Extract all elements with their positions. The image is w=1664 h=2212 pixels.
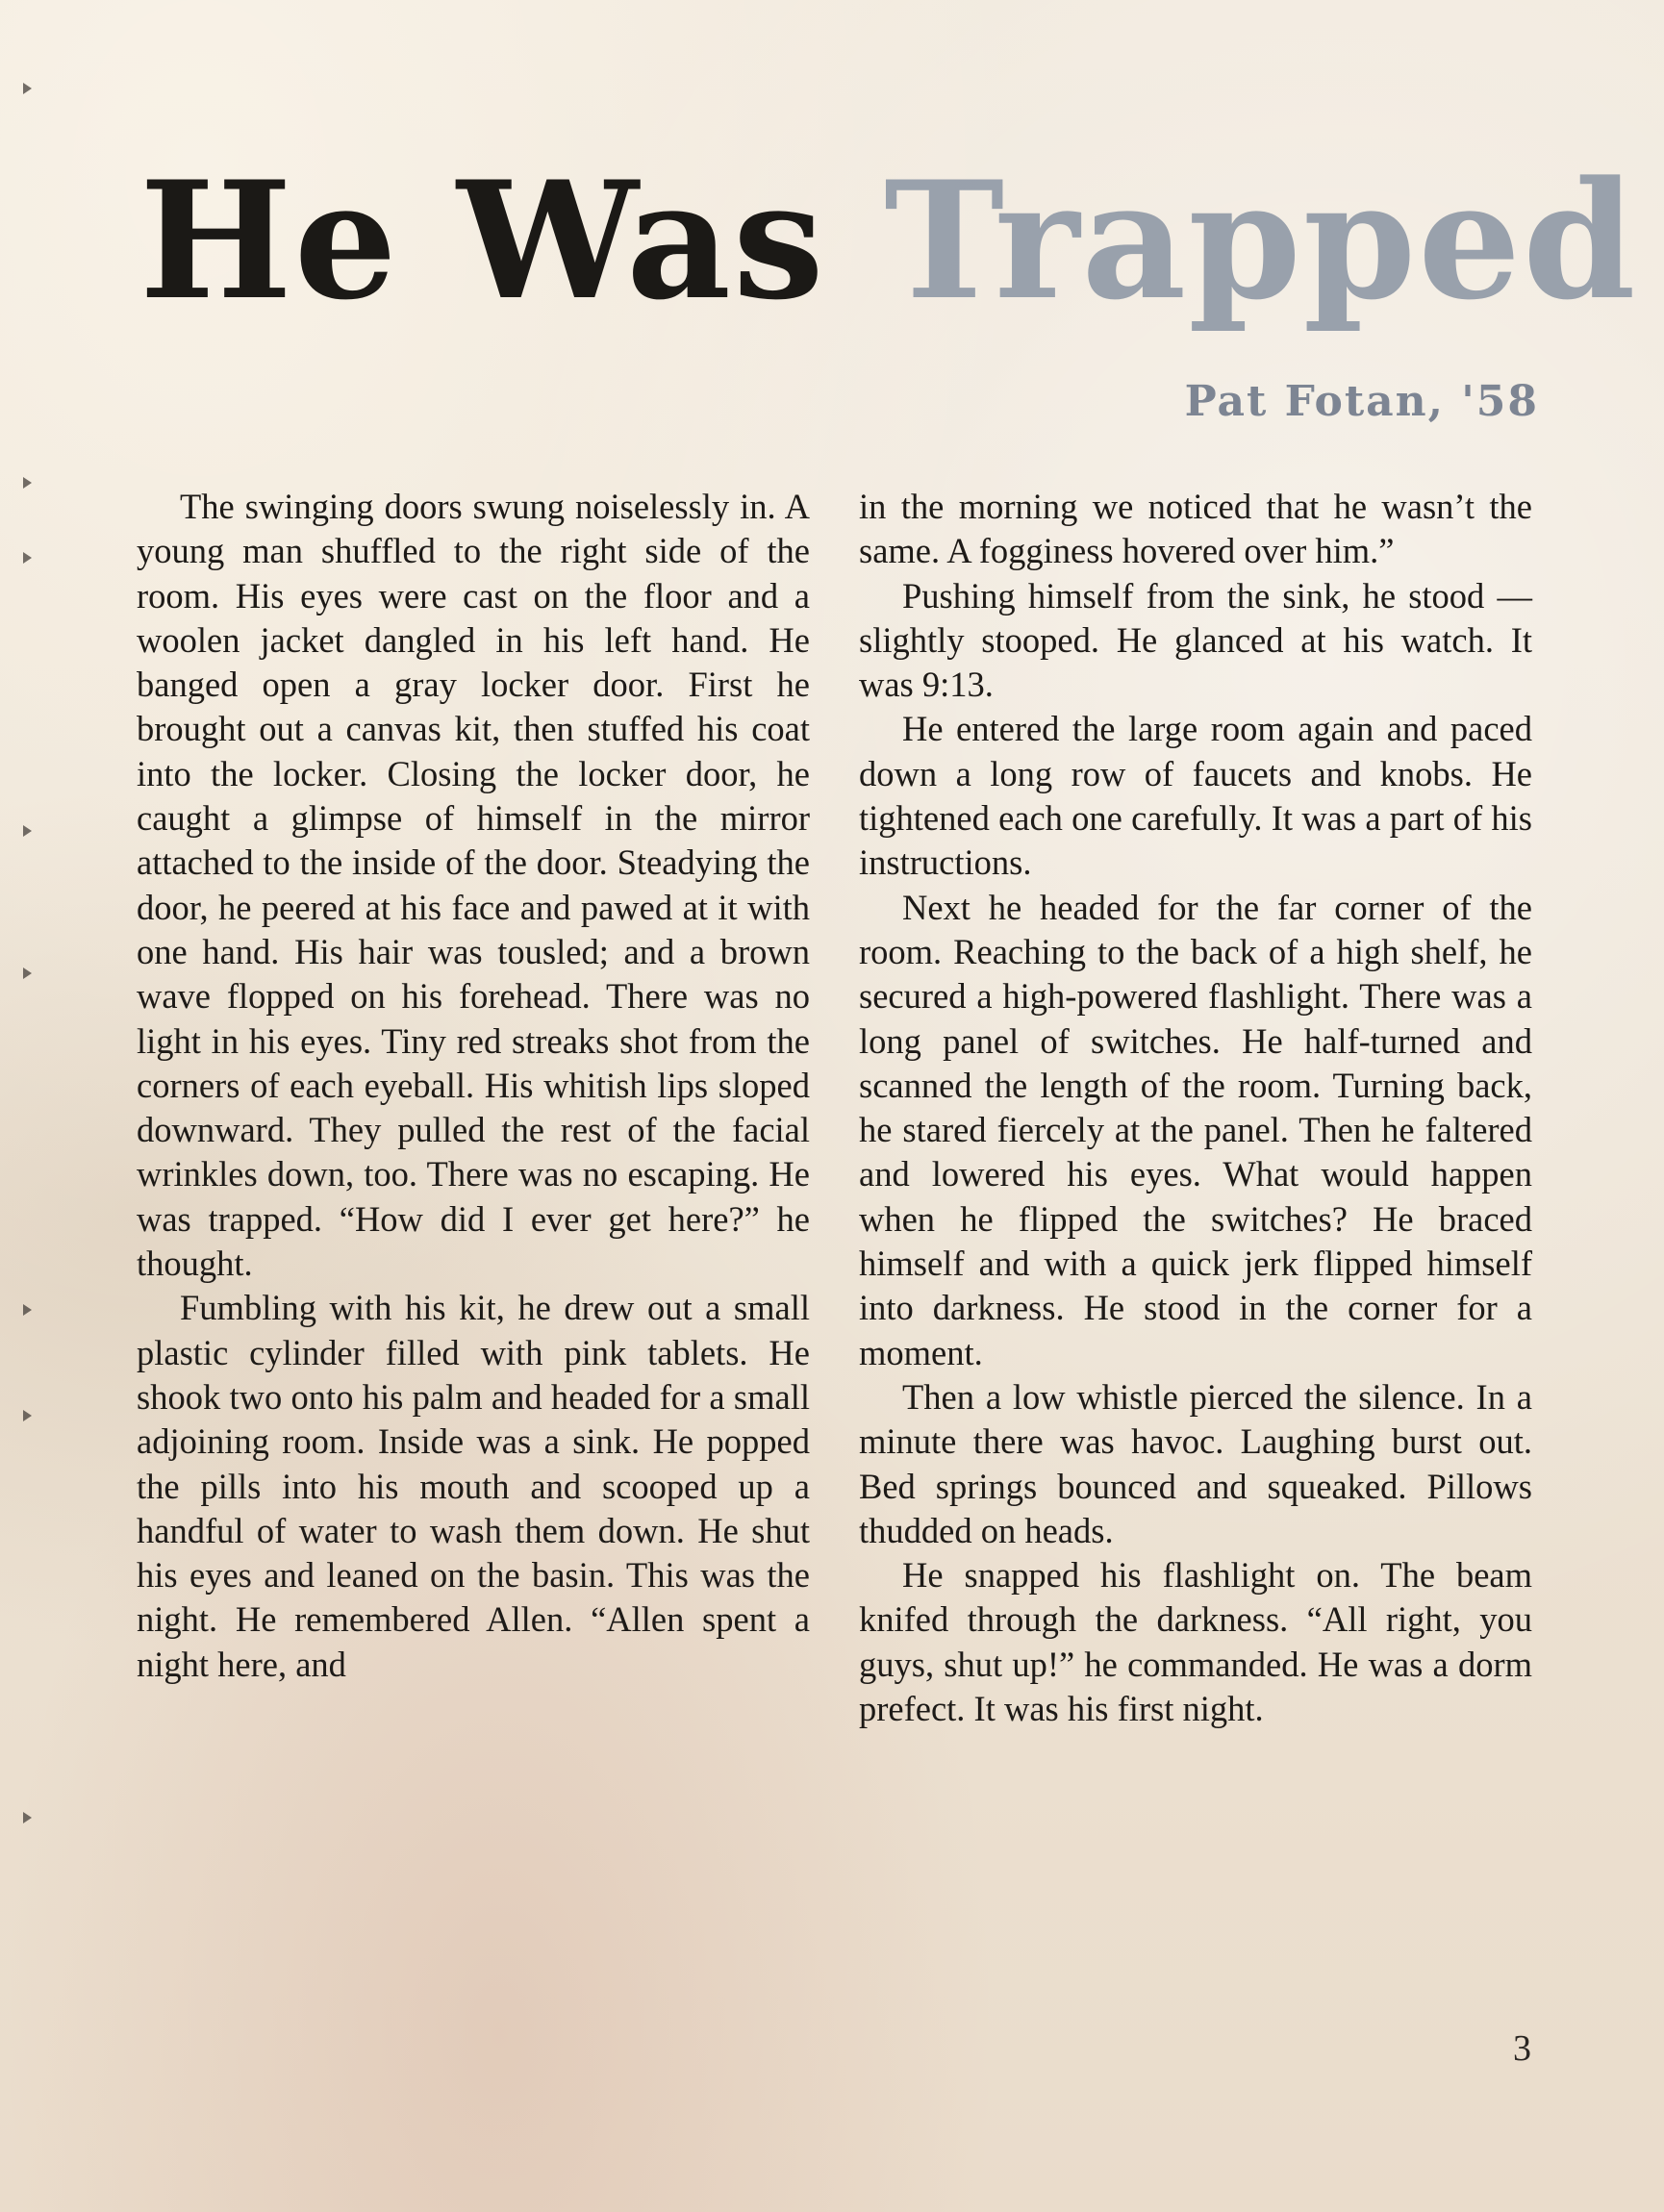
- paragraph: Next he headed for the far corner of the room. Reaching to the back of a high shelf, he secured a high-powered flashlight. There was a long panel of switches. He half-turned and scanned the length of the room. Turning back, he stared fiercely at the panel. Then he faltered and lowered his eyes. What would happen when he flipped the switches? He braced himself and with a quick jerk flipped himself into darkness. He stood in the corner for a moment.: [859, 887, 1532, 1372]
- paragraph: He entered the large room again and paced down a long row of faucets and knobs. He tightened each one carefully. It was a part of his instructions.: [859, 709, 1532, 883]
- paragraph: Fumbling with his kit, he drew out a small plastic cylinder filled with pink tablets. He shook two onto his palm and headed for a small adjoining room. Inside was a sink. He popped the pills into his mouth and scooped up a handful of water to wash them down. He shut his eyes and leaned on the basin. This was the night. He remembered Allen. “Allen spent a night here, and: [137, 1288, 810, 1684]
- left-column: [137, 485, 810, 1687]
- paragraph-continued: in the morning we noticed that he wasn’t the same. A fogginess hovered over him.”: [859, 487, 1532, 571]
- page-number: 3: [1513, 2028, 1531, 2069]
- paragraph: The swinging doors swung noiselessly in. A young man shuffled to the right side of the room. His eyes were cast on the floor and a woolen jacket dangled in his left hand. He banged open a gray locker door. First he brought out a canvas kit, then stuffed his coat into the locker. Closing the locker door, he caught a glimpse of himself in the mirror attached to the inside of the door. Steadying the door, he peered at his face and pawed at it with one hand. His hair was tousled; and a brown wave flopped on his forehead. There was no light in his eyes. Tiny red streaks shot from the corners of each eyeball. His whitish lips sloped downward. They pulled the rest of the facial wrinkles down, too. There was no escaping. He was trapped. “How did I ever get here?” he thought.: [137, 487, 810, 1284]
- paragraph: Then a low whistle pierced the silence. In a minute there was havoc. Laughing burst out. Bed springs bounced and squeaked. Pillows thudded on heads.: [859, 1376, 1532, 1550]
- binding-mark: [23, 1410, 32, 1421]
- binding-mark: [23, 1812, 32, 1823]
- binding-mark: [23, 552, 32, 564]
- binding-mark: [23, 477, 32, 489]
- author-byline: Pat Fotan, '58: [1184, 377, 1539, 426]
- title-part-faded: Trapped: [884, 145, 1638, 336]
- right-column: [859, 485, 1532, 1731]
- binding-mark: [23, 83, 32, 94]
- binding-mark: [23, 825, 32, 837]
- article-title: [139, 144, 1638, 337]
- paragraph: He snapped his flashlight on. The beam knifed through the darkness. “All right, you guys, shut up!” he commanded. He was a dorm prefect. It was his first night.: [859, 1555, 1532, 1729]
- binding-mark: [23, 968, 32, 979]
- title-part-dark: He Was: [139, 145, 885, 336]
- paragraph: Pushing himself from the sink, he stood — slightly stooped. He glanced at his watch. It was 9:13.: [859, 575, 1532, 705]
- binding-mark: [23, 1304, 32, 1316]
